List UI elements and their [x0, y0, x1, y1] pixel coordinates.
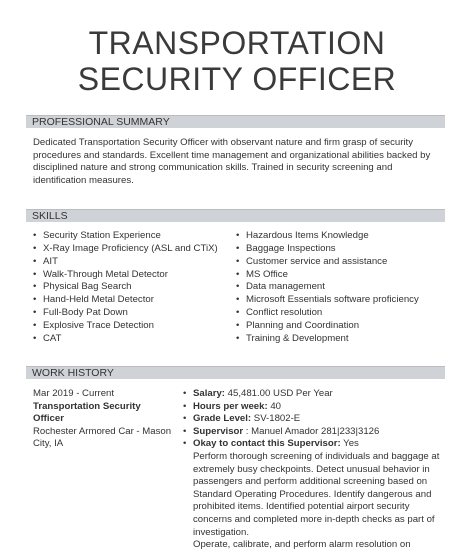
job-duties: Perform thorough screening of individuals and baggage at extremely busy checkpoints. Detect unusual behavior in passengers and perform additional screening based on Standard Operating Procedures. Identify dangerous and prohibited items. Identified potential airport security concerns and completed more in-depth checks as part of investigation.	[193, 450, 440, 538]
skill-item: • Data management	[236, 281, 419, 294]
job-meta	[33, 388, 173, 451]
job-duties-cut: Operate, calibrate, and perform alarm resolution on	[193, 539, 411, 551]
job-detail-item	[183, 401, 445, 414]
skill-item: • AIT	[33, 256, 218, 269]
detail-value: 45,481.00 USD Per Year	[225, 388, 333, 399]
detail-label: Supervisor	[193, 425, 244, 437]
skills-list-left	[33, 230, 218, 346]
job-detail-item	[183, 426, 445, 439]
skill-item: • Customer service and assistance	[236, 256, 419, 269]
resume-title-line1: TRANSPORTATION	[88, 25, 386, 61]
job-title: Transportation Security Officer	[33, 400, 141, 425]
detail-label: Okay to contact this Supervisor:	[193, 438, 341, 450]
skill-item: • Walk-Through Metal Detector	[33, 269, 218, 282]
skill-item: • Physical Bag Search	[33, 281, 218, 294]
job-detail-item	[183, 388, 445, 401]
skill-item: • Microsoft Essentials software proficiency	[236, 294, 419, 307]
job-detail-list	[183, 388, 445, 451]
job-dates: Mar 2019 - Current	[33, 388, 115, 399]
skills-list-right	[236, 230, 419, 346]
skill-item: • Full-Body Pat Down	[33, 307, 218, 320]
skill-item: • Training & Development	[236, 333, 419, 346]
job-details	[183, 388, 445, 553]
skill-item: • Explosive Trace Detection	[33, 320, 218, 333]
detail-value: : Manuel Amador 281|233|3126	[243, 425, 380, 437]
job-detail-item	[183, 438, 445, 451]
skill-item: • Planning and Coordination	[236, 320, 419, 333]
job-employer: Rochester Armored Car - Mason City, IA	[33, 425, 172, 450]
skill-item: • MS Office	[236, 269, 419, 282]
skill-item: • Baggage Inspections	[236, 243, 419, 256]
summary-text: Dedicated Transportation Security Officer with observant nature and firm grasp of security procedures and standards. Excellent time management and organizational abilities backed by disciplined nature and strong communication skills. Trained in security screening and identification measures.	[33, 137, 431, 186]
resume-title-line2: SECURITY OFFICER	[77, 61, 397, 97]
detail-value: SV-1802-E	[251, 413, 301, 425]
skill-item: • Hazardous Items Knowledge	[236, 230, 419, 243]
skill-item: • Conflict resolution	[236, 307, 419, 320]
skill-item: • Security Station Experience	[33, 230, 218, 243]
detail-label: Grade Level:	[193, 413, 252, 425]
skill-item: • CAT	[33, 333, 218, 346]
detail-label: Salary:	[193, 388, 225, 399]
detail-label: Hours per week:	[193, 400, 268, 412]
section-header-skills: SKILLS	[26, 209, 445, 222]
section-header-work-history: WORK HISTORY	[26, 366, 445, 379]
skill-item: • Hand-Held Metal Detector	[33, 294, 218, 307]
job-detail-item	[183, 413, 445, 426]
detail-value: Yes	[340, 438, 359, 450]
section-header-summary: PROFESSIONAL SUMMARY	[26, 115, 445, 128]
skill-item: • X-Ray Image Proficiency (ASL and CTiX)	[33, 243, 218, 256]
detail-value: 40	[267, 400, 281, 412]
